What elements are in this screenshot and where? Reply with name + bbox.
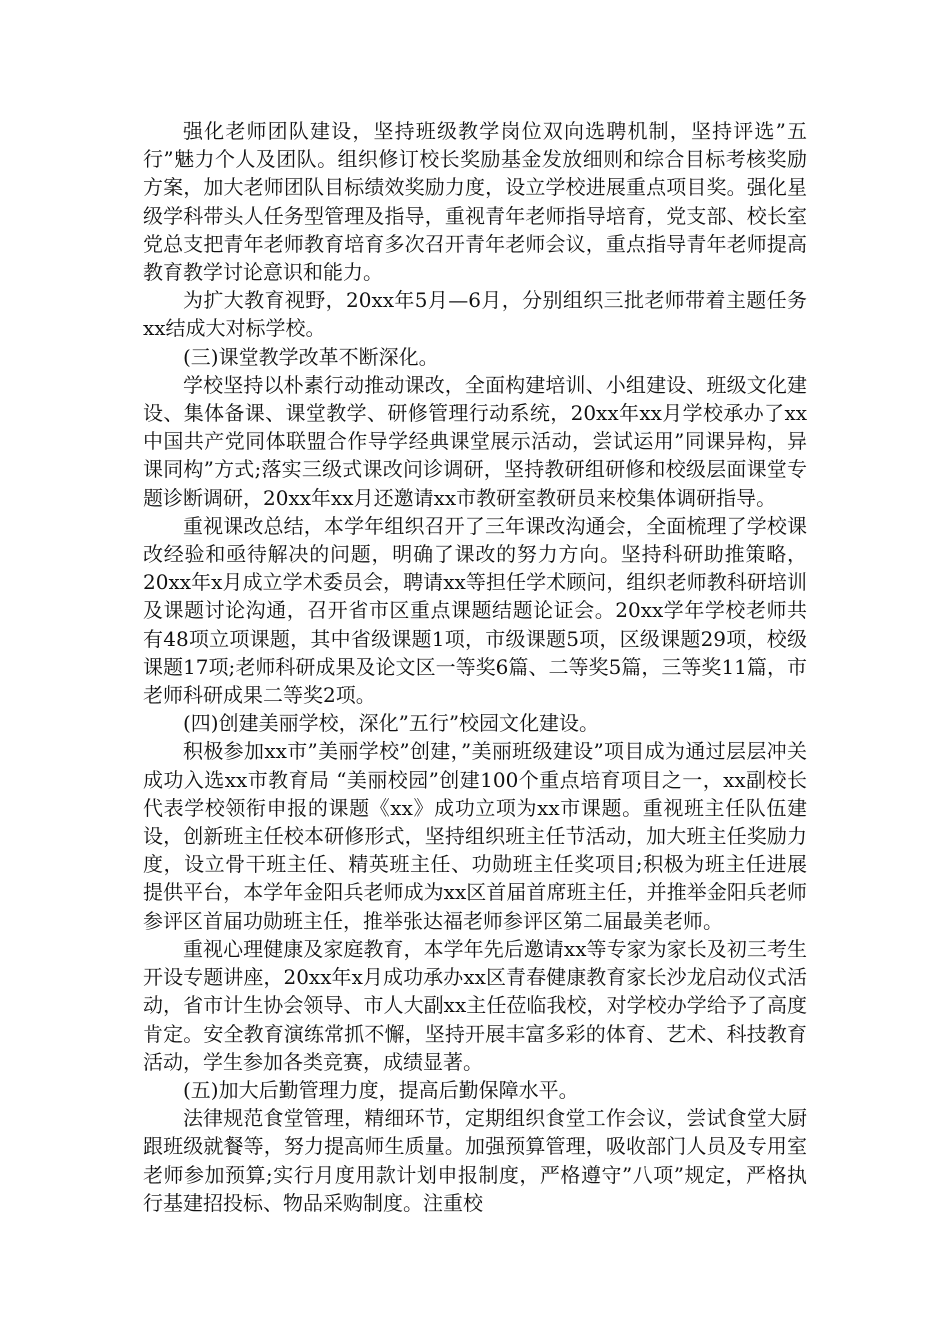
- paragraph-mental-health: 重视心理健康及家庭教育，本学年先后邀请xx等专家为家长及初三考生开设专题讲座，20xx年x月成功承办xx区青春健康教育家长沙龙启动仪式活动，省市计生协会领导、市人大副xx主任莅临我校，对学校办学给予了高度肯定。安全教育演练常抓不懈，坚持开展丰富多彩的体育、艺术、科技教育活动，学生参加各类竞赛，成绩显著。: [143, 936, 807, 1074]
- paragraph-canteen-management: 法律规范食堂管理，精细环节，定期组织食堂工作会议，尝试食堂大厨跟班级就餐等，努力提高师生质量。加强预算管理，吸收部门人员及专用室老师参加预算;实行月度用款计划申报制度，严格遵守”八项”规定，严格执行基建招投标、物品采购制度。注重校: [143, 1106, 807, 1215]
- paragraph-teacher-team: 强化老师团队建设，坚持班级教学岗位双向选聘机制，坚持评选”五行”魅力个人及团队。组织修订校长奖励基金发放细则和综合目标考核奖励方案，加大老师团队目标绩效奖励力度，设立学校进展重点项目奖。强化星级学科带头人任务型管理及指导，重视青年老师指导培育，党支部、校长室党总支把青年老师教育培育多次召开青年老师会议，重点指导青年老师提高教育教学讨论意识和能力。: [143, 119, 807, 285]
- paragraph-education-vision: 为扩大教育视野，20xx年5月—6月，分别组织三批老师带着主题任务xx结成大对标学校。: [143, 288, 807, 341]
- section-heading-logistics: (五)加大后勤管理力度，提高后勤保障水平。: [183, 1077, 579, 1102]
- document-body: [143, 117, 807, 1217]
- paragraph-curriculum-reform: 学校坚持以朴素行动推动课改，全面构建培训、小组建设、班级文化建设、集体备课、课堂教学、研修管理行动系统，20xx年xx月学校承办了xx中国共产党同体联盟合作导学经典课堂展示活动，尝试运用”同课异构，异课同构”方式;落实三级式课改问诊调研，坚持教研组研修和校级层面课堂专题诊断调研，20xx年xx月还邀请xx市教研室教研员来校集体调研指导。: [143, 372, 807, 510]
- paragraph-reform-summary: 重视课改总结，本学年组织召开了三年课改沟通会，全面梳理了学校课改经验和亟待解决的问题，明确了课改的努力方向。坚持科研助推策略，20xx年x月成立学术委员会，聘请xx等担任学术顾问，组织老师教科研培训及课题讨论沟通，召开省市区重点课题结题论证会。20xx学年学校老师共有48项立项课题，其中省级课题1项，市级课题5项，区级课题29项，校级课题17项;老师科研成果及论文区一等奖6篇、二等奖5篇，三等奖11篇，市老师科研成果二等奖2项。: [143, 513, 807, 708]
- section-heading-beautiful-school: (四)创建美丽学校，深化”五行”校园文化建设。: [183, 711, 600, 736]
- section-heading-classroom-reform: (三)课堂教学改革不断深化。: [183, 344, 439, 369]
- paragraph-beautiful-school: 积极参加xx市”美丽学校”创建，”美丽班级建设”项目成为通过层层冲关成功入选xx市教育局 “美丽校园”创建100个重点培育项目之一，xx副校长代表学校领衔申报的课题《xx》成功立项为xx市课题。重视班主任队伍建设，创新班主任校本研修形式，坚持组织班主任节活动，加大班主任奖励力度，设立骨干班主任、精英班主任、功勋班主任奖项目;积极为班主任进展提供平台，本学年金阳兵老师成为xx区首届首席班主任，并推举金阳兵老师参评区首届功勋班主任，推举张达福老师参评区第二届最美老师。: [143, 739, 807, 933]
